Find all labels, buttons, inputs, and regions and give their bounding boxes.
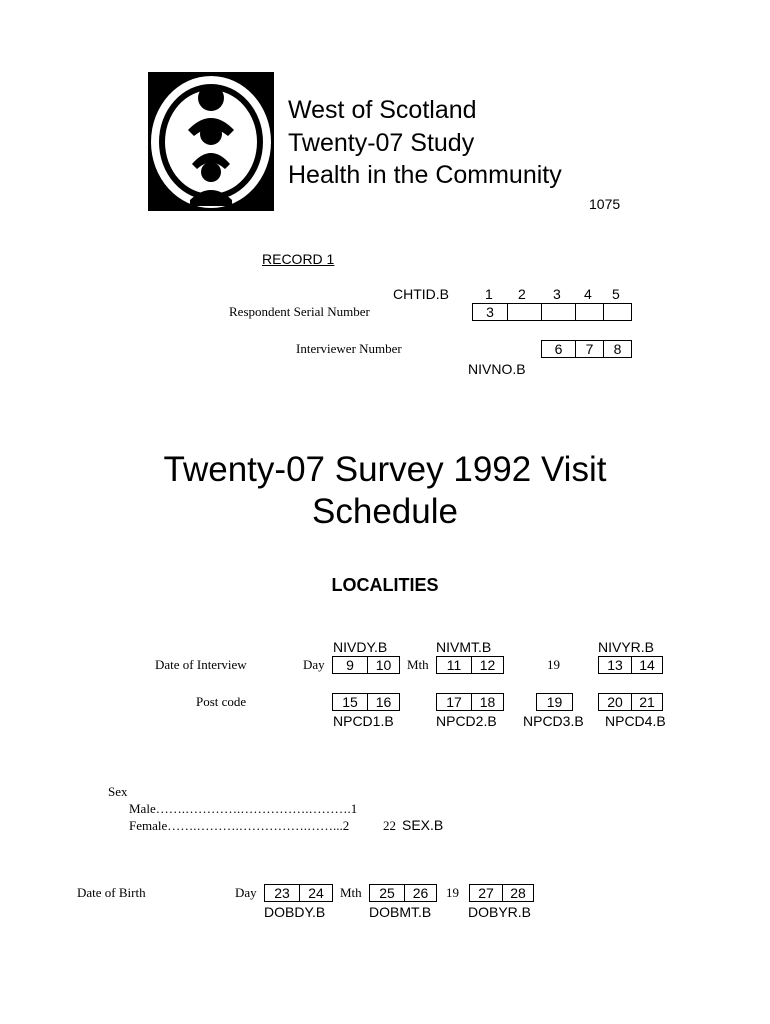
date-of-birth-label: Date of Birth bbox=[77, 885, 146, 900]
date-of-interview-label: Date of Interview bbox=[155, 657, 247, 672]
dob-day-boxes[interactable] bbox=[264, 884, 333, 902]
postcode-box[interactable]: 18 bbox=[479, 694, 496, 710]
interview-month-box[interactable]: 11 bbox=[446, 657, 462, 673]
document-number: 1075 bbox=[589, 196, 621, 212]
postcode-part3-boxes[interactable] bbox=[536, 693, 573, 711]
serial-col-number: 5 bbox=[612, 286, 620, 302]
interview-month-code: NIVMT.B bbox=[436, 639, 492, 655]
dob-century: 19 bbox=[446, 885, 459, 900]
serial-col-number: 3 bbox=[553, 286, 561, 302]
sex-label: Sex bbox=[108, 784, 128, 799]
dob-month-box[interactable]: 25 bbox=[379, 885, 395, 901]
respondent-serial-boxes[interactable] bbox=[472, 303, 632, 321]
interview-day-box[interactable]: 10 bbox=[375, 657, 392, 673]
dob-day-label: Day bbox=[235, 885, 257, 900]
dob-day-code: DOBDY.B bbox=[264, 904, 326, 920]
interviewer-code: NIVNO.B bbox=[468, 361, 526, 377]
record-label: RECORD 1 bbox=[262, 251, 335, 267]
interview-year-box[interactable]: 14 bbox=[639, 657, 655, 673]
dob-month-boxes[interactable] bbox=[369, 884, 437, 902]
postcode-part4-boxes[interactable] bbox=[598, 693, 663, 711]
interview-day-code: NIVDY.B bbox=[333, 639, 388, 655]
dob-year-code: DOBYR.B bbox=[468, 904, 532, 920]
postcode-part2-boxes[interactable] bbox=[436, 693, 504, 711]
interviewer-box[interactable]: 6 bbox=[554, 341, 563, 357]
study-title-line: Health in the Community bbox=[288, 161, 562, 189]
study-title-line: Twenty-07 Study bbox=[288, 128, 475, 157]
interviewer-number-boxes[interactable] bbox=[541, 340, 632, 358]
interview-year-box[interactable]: 13 bbox=[607, 657, 623, 673]
interview-year-boxes[interactable] bbox=[598, 656, 663, 674]
interview-day-label: Day bbox=[303, 657, 325, 672]
sex-code: SEX.B bbox=[402, 817, 444, 833]
interview-month-box[interactable]: 12 bbox=[479, 657, 496, 673]
interview-century: 19 bbox=[547, 657, 560, 672]
interview-year-code: NIVYR.B bbox=[598, 639, 655, 655]
serial-box[interactable] bbox=[542, 304, 575, 320]
dob-day-box[interactable]: 24 bbox=[308, 885, 324, 901]
dob-month-code: DOBMT.B bbox=[369, 904, 432, 920]
study-logo bbox=[148, 72, 274, 211]
serial-box[interactable] bbox=[604, 304, 631, 320]
section-heading: LOCALITIES bbox=[331, 575, 439, 595]
postcode-box[interactable]: 19 bbox=[546, 694, 563, 710]
sex-option-female[interactable]: Female…….……….…………….……...2 bbox=[129, 818, 350, 833]
interviewer-number-label: Interviewer Number bbox=[296, 341, 402, 356]
serial-col-number: 2 bbox=[518, 286, 526, 302]
sex-option-male[interactable]: Male…….………….…………….……….1 bbox=[129, 801, 358, 816]
interviewer-box[interactable]: 8 bbox=[613, 341, 622, 357]
serial-box[interactable] bbox=[576, 304, 603, 320]
serial-box[interactable] bbox=[508, 304, 541, 320]
interview-month-boxes[interactable] bbox=[436, 656, 504, 674]
postcode-label: Post code bbox=[196, 694, 247, 709]
page-title-line: Twenty-07 Survey 1992 Visit bbox=[163, 450, 607, 489]
page-title bbox=[0, 449, 770, 533]
dob-year-box[interactable]: 27 bbox=[478, 885, 494, 901]
study-title bbox=[288, 94, 562, 192]
postcode-code: NPCD1.B bbox=[333, 713, 394, 729]
serial-col-number: 4 bbox=[584, 286, 592, 302]
dob-day-box[interactable]: 23 bbox=[274, 885, 290, 901]
interviewer-box[interactable]: 7 bbox=[585, 341, 594, 357]
postcode-code: NPCD3.B bbox=[523, 713, 584, 729]
postcode-part1-boxes[interactable] bbox=[332, 693, 400, 711]
interview-month-label: Mth bbox=[407, 657, 429, 672]
dob-year-boxes[interactable] bbox=[469, 884, 534, 902]
postcode-box[interactable]: 16 bbox=[375, 694, 392, 710]
dob-year-box[interactable]: 28 bbox=[510, 885, 526, 901]
family-figures-icon bbox=[148, 72, 274, 211]
respondent-serial-label: Respondent Serial Number bbox=[229, 304, 370, 319]
page-title-line: Schedule bbox=[312, 492, 458, 531]
dob-month-label: Mth bbox=[340, 885, 362, 900]
sex-column: 22 bbox=[383, 818, 396, 833]
postcode-code: NPCD4.B bbox=[605, 713, 666, 729]
dob-month-box[interactable]: 26 bbox=[412, 885, 429, 901]
chtid-code: CHTID.B bbox=[393, 286, 449, 302]
serial-box[interactable]: 3 bbox=[486, 304, 494, 320]
postcode-box[interactable]: 21 bbox=[639, 694, 655, 710]
interview-day-boxes[interactable] bbox=[332, 656, 400, 674]
postcode-code: NPCD2.B bbox=[436, 713, 497, 729]
study-title-line: West of Scotland bbox=[288, 96, 477, 124]
interview-day-box[interactable]: 9 bbox=[346, 657, 354, 673]
postcode-box[interactable]: 20 bbox=[607, 694, 623, 710]
postcode-box[interactable]: 15 bbox=[342, 694, 358, 710]
serial-col-number: 1 bbox=[485, 286, 493, 302]
postcode-box[interactable]: 17 bbox=[446, 694, 462, 710]
